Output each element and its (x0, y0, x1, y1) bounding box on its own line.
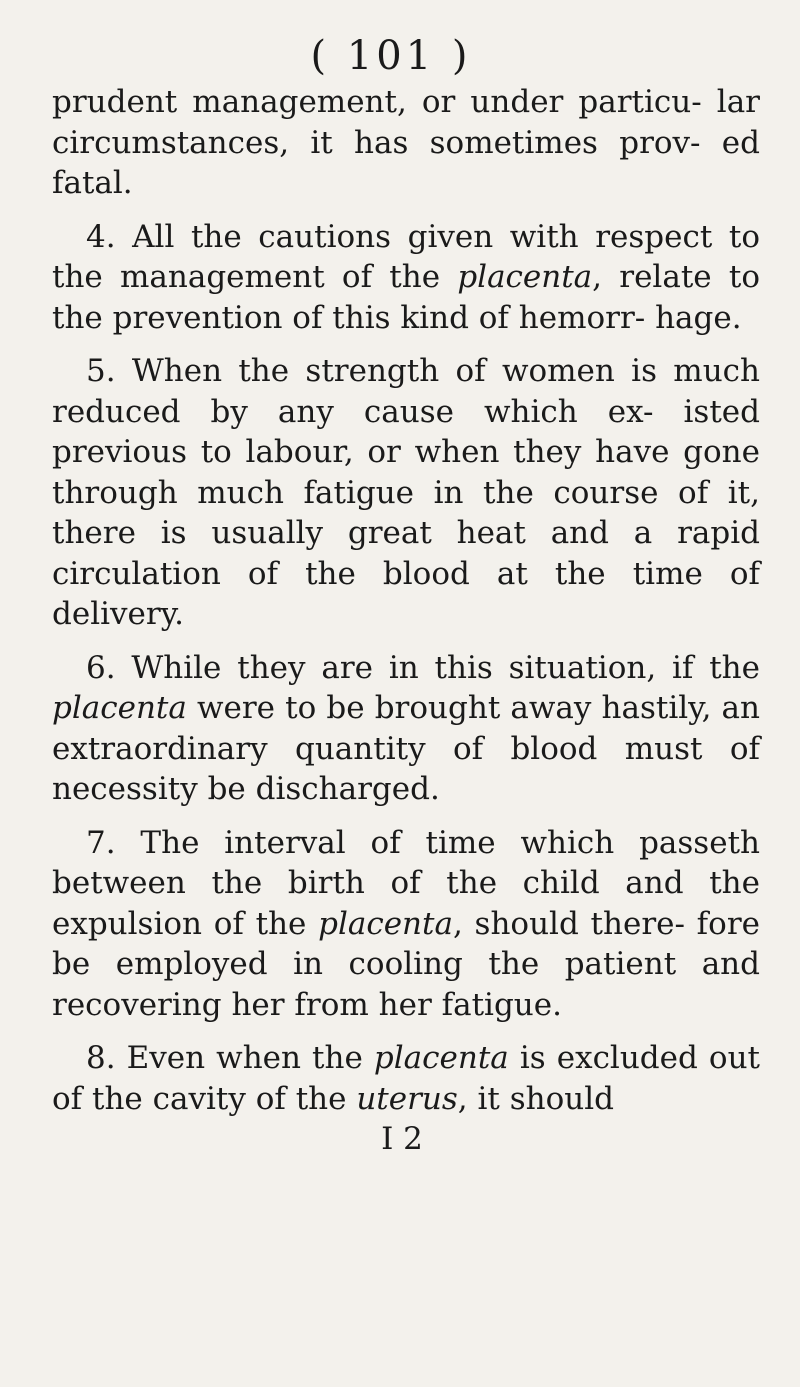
paragraph-p4 (52, 217, 760, 339)
text-run: prudent management, or under particu- lar circumstances, it has sometimes prov- ed fatal. (52, 84, 760, 201)
page-number-header: ( 101 ) (310, 33, 472, 79)
italic-term: placenta (318, 905, 453, 942)
text-run: is excluded out of the cavity of the (52, 1040, 760, 1117)
text-run: 6. While they are in this situation, if the (86, 649, 760, 686)
text-run: 7. The interval of time which passeth between the birth of the child and the expulsion of the (52, 824, 760, 942)
page-body-text (52, 82, 760, 1119)
paragraph-p6 (52, 648, 760, 810)
text-run: , it should (457, 1080, 614, 1117)
paragraph-p5 (52, 351, 760, 635)
italic-term: placenta (52, 690, 187, 726)
italic-term: placenta (373, 1040, 509, 1076)
text-run: , should there- fore be employed in cooling the patient and recovering her from her fatigue. (52, 905, 760, 1023)
text-run: 8. Even when the (86, 1040, 374, 1076)
italic-term: uterus (356, 1080, 458, 1117)
paragraph-p8 (52, 1038, 760, 1119)
text-run: , relate to the prevention of this kind of hemorr- hage. (52, 259, 760, 336)
paragraph-p7 (52, 823, 760, 1026)
text-run: were to be brought away hastily, an extraordinary quantity of blood must of necessity be discharged. (52, 690, 760, 807)
text-run: 4. All the cautions given with respect to the management of the (52, 218, 760, 295)
italic-term: placenta (457, 259, 593, 295)
text-run: 5. When the strength of women is much reduced by any cause which ex- isted previous to labour, or when they have gone through much fatigue in the course of it, there is usually great heat and a rapid circulation of the blood at the time of delivery. (52, 353, 760, 632)
signature-mark: I 2 (381, 1121, 423, 1157)
paragraph-p-cont (52, 82, 760, 204)
